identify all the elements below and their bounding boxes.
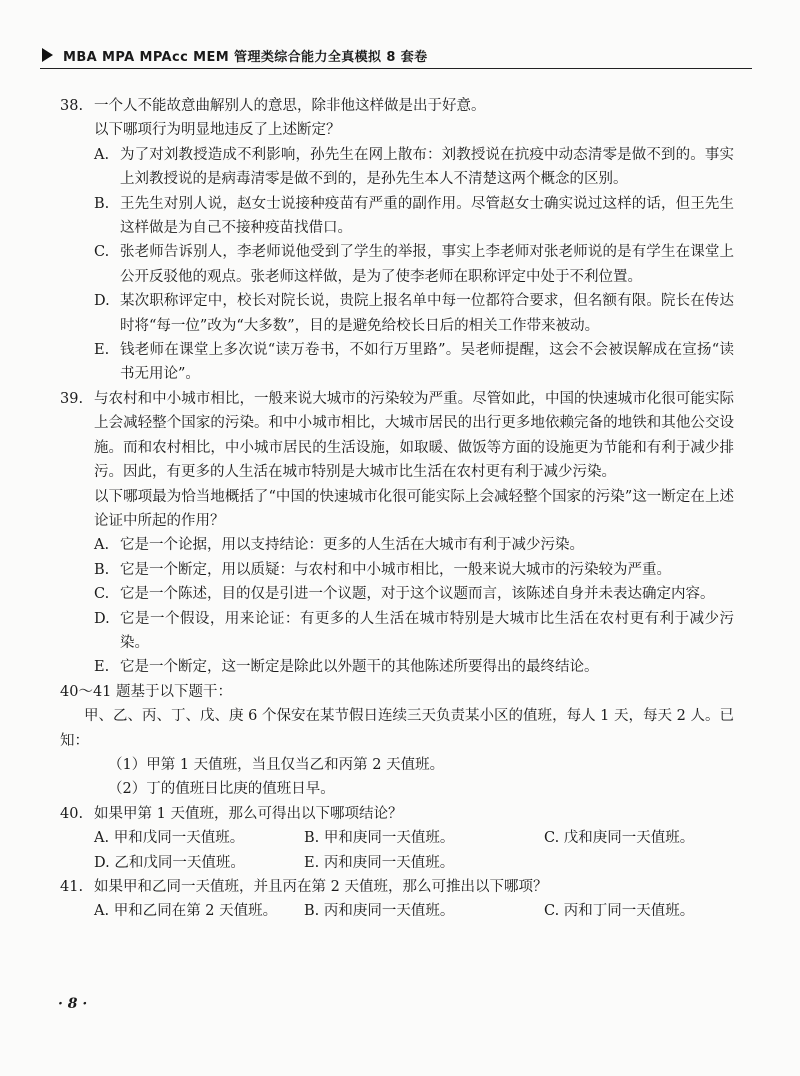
options-row-2 (94, 851, 734, 875)
option-text: 它是一个陈述，目的仅是引进一个议题，对于这个议题而言，该陈述自身并未表达确定内容。 (120, 586, 715, 603)
option-label: A. (94, 146, 110, 163)
option-text: 丙和丁同一天值班。 (563, 903, 695, 920)
question-number: 40. (60, 805, 84, 822)
header-title: MBA MPA MPAcc MEM 管理类综合能力全真模拟 8 套卷 (63, 49, 428, 65)
option-c (94, 582, 734, 606)
option-e (94, 338, 734, 387)
option-a (94, 533, 734, 557)
question-39 (60, 387, 734, 680)
option-label: C. (94, 586, 110, 603)
question-number: 38. (60, 98, 84, 114)
page-number: · 8 · (58, 996, 88, 1012)
option-label: B. (304, 830, 320, 847)
option-text: 张老师告诉别人，李老师说他受到了学生的举报，事实上李老师对张老师说的是有学生在课堂上公开反驳他的观点。张老师这样做，是为了使李老师在职称评定中处于不利位置。 (120, 244, 734, 285)
option-b (94, 192, 734, 241)
option-label: B. (304, 903, 320, 920)
option-b (94, 558, 734, 582)
options-row-1 (94, 899, 734, 923)
option-e (304, 851, 544, 875)
option-label: B. (94, 195, 110, 212)
question-41 (60, 875, 734, 924)
condition-1: （1）甲第 1 天值班，当且仅当乙和丙第 2 天值班。 (108, 756, 445, 773)
option-label: D. (94, 293, 110, 310)
option-label: A. (94, 537, 110, 554)
option-text: 钱老师在课堂上多次说“读万卷书，不如行万里路”。吴老师提醒，这会不会被误解成在宣扬“读书无用论”。 (120, 342, 734, 383)
option-e (94, 655, 734, 679)
option-text: 王先生对别人说，赵女士说接种疫苗有严重的副作用。尽管赵女士确实说过这样的话，但王先生这样做是为自己不接种疫苗找借口。 (120, 195, 734, 237)
option-text: 丙和庚同一天值班。 (323, 903, 455, 920)
option-d (94, 851, 304, 875)
option-a (94, 899, 304, 923)
option-label: E. (94, 659, 110, 676)
condition-2: （2）丁的值班日比庚的值班日早。 (108, 781, 335, 798)
option-c (544, 899, 734, 923)
option-d (94, 289, 734, 338)
option-label: D. (94, 610, 110, 627)
question-38 (60, 94, 734, 387)
option-c (544, 826, 734, 850)
option-label: A. (94, 903, 110, 920)
question-prompt: 以下哪项行为明显地违反了上述断定？ (94, 122, 341, 139)
question-number: 41. (60, 879, 84, 895)
question-stem: 如果甲第 1 天值班，那么可得出以下哪项结论？ (94, 805, 403, 822)
option-text: 某次职称评定中，校长对院长说，贵院上报名单中每一位都符合要求，但名额有限。院长在传达时将“每一位”改为“大多数”，目的是避免给校长日后的相关工作带来被动。 (120, 293, 734, 334)
question-stem: 一个人不能故意曲解别人的意思，除非他这样做是出于好意。 (94, 98, 486, 114)
option-label: C. (544, 903, 560, 920)
question-group-intro: 40～41 题基于以下题干： (60, 683, 233, 700)
question-40 (60, 802, 734, 875)
option-text: 甲和乙同在第 2 天值班。 (113, 903, 278, 920)
option-text: 它是一个论据，用以支持结论：更多的人生活在大城市有利于减少污染。 (120, 537, 584, 554)
option-label: C. (544, 830, 560, 847)
question-prompt: 以下哪项最为恰当地概括了“中国的快速城市化很可能实际上会减轻整个国家的污染”这一断定在上述论证中所起的作用？ (94, 488, 734, 529)
option-label: A. (94, 830, 110, 847)
option-b (304, 899, 544, 923)
option-a (94, 826, 304, 850)
option-label: C. (94, 244, 110, 261)
running-header (40, 42, 752, 69)
option-label: D. (94, 854, 110, 871)
option-c (94, 240, 734, 289)
option-text: 乙和戊同一天值班。 (114, 854, 245, 871)
option-text: 它是一个假设，用来论证：有更多的人生活在城市特别是大城市比生活在农村更有利于减少污染。 (120, 610, 734, 651)
option-label: E. (94, 342, 110, 359)
option-b (304, 826, 544, 850)
page-content (60, 94, 734, 924)
question-group-stem: 甲、乙、丙、丁、戊、庚 6 个保安在某节假日连续三天负责某小区的值班，每人 1 天，每天 2 人。已知： (60, 708, 734, 749)
option-text: 它是一个断定，用以质疑：与农村和中小城市相比，一般来说大城市的污染较为严重。 (120, 561, 671, 578)
option-text: 它是一个断定，这一断定是除此以外题干的其他陈述所要得出的最终结论。 (120, 659, 599, 676)
option-a (94, 143, 734, 192)
option-text: 甲和庚同一天值班。 (323, 830, 455, 847)
question-stem: 与农村和中小城市相比，一般来说大城市的污染较为严重。尽管如此，中国的快速城市化很可能实际上会减轻整个国家的污染。和中小城市相比，大城市居民的出行更多地依赖完备的地铁和其他公交设施。而和农村相比，中小城市居民的生活设施，如取暖、做饭等方面的设施更为节能和有利于减少排污。因此，有更多的人生活在城市特别是大城市比生活在农村更有利于减少污染。 (94, 390, 734, 481)
option-text: 为了对刘教授造成不利影响，孙先生在网上散布：刘教授说在抗疫中动态清零是做不到的。事实上刘教授说的是病毒清零是做不到的，是孙先生本人不清楚这两个概念的区别。 (120, 146, 734, 188)
option-label: E. (304, 854, 320, 871)
question-stem: 如果甲和乙同一天值班，并且丙在第 2 天值班，那么可推出以下哪项？ (94, 879, 548, 895)
question-number: 39. (60, 390, 84, 407)
option-text: 戊和庚同一天值班。 (563, 830, 695, 847)
option-text: 丙和庚同一天值班。 (323, 854, 455, 871)
option-d (94, 607, 734, 656)
options-row-1 (94, 826, 734, 850)
triangle-marker-icon (42, 48, 53, 62)
option-label: B. (94, 561, 110, 578)
option-text: 甲和戊同一天值班。 (113, 830, 245, 847)
